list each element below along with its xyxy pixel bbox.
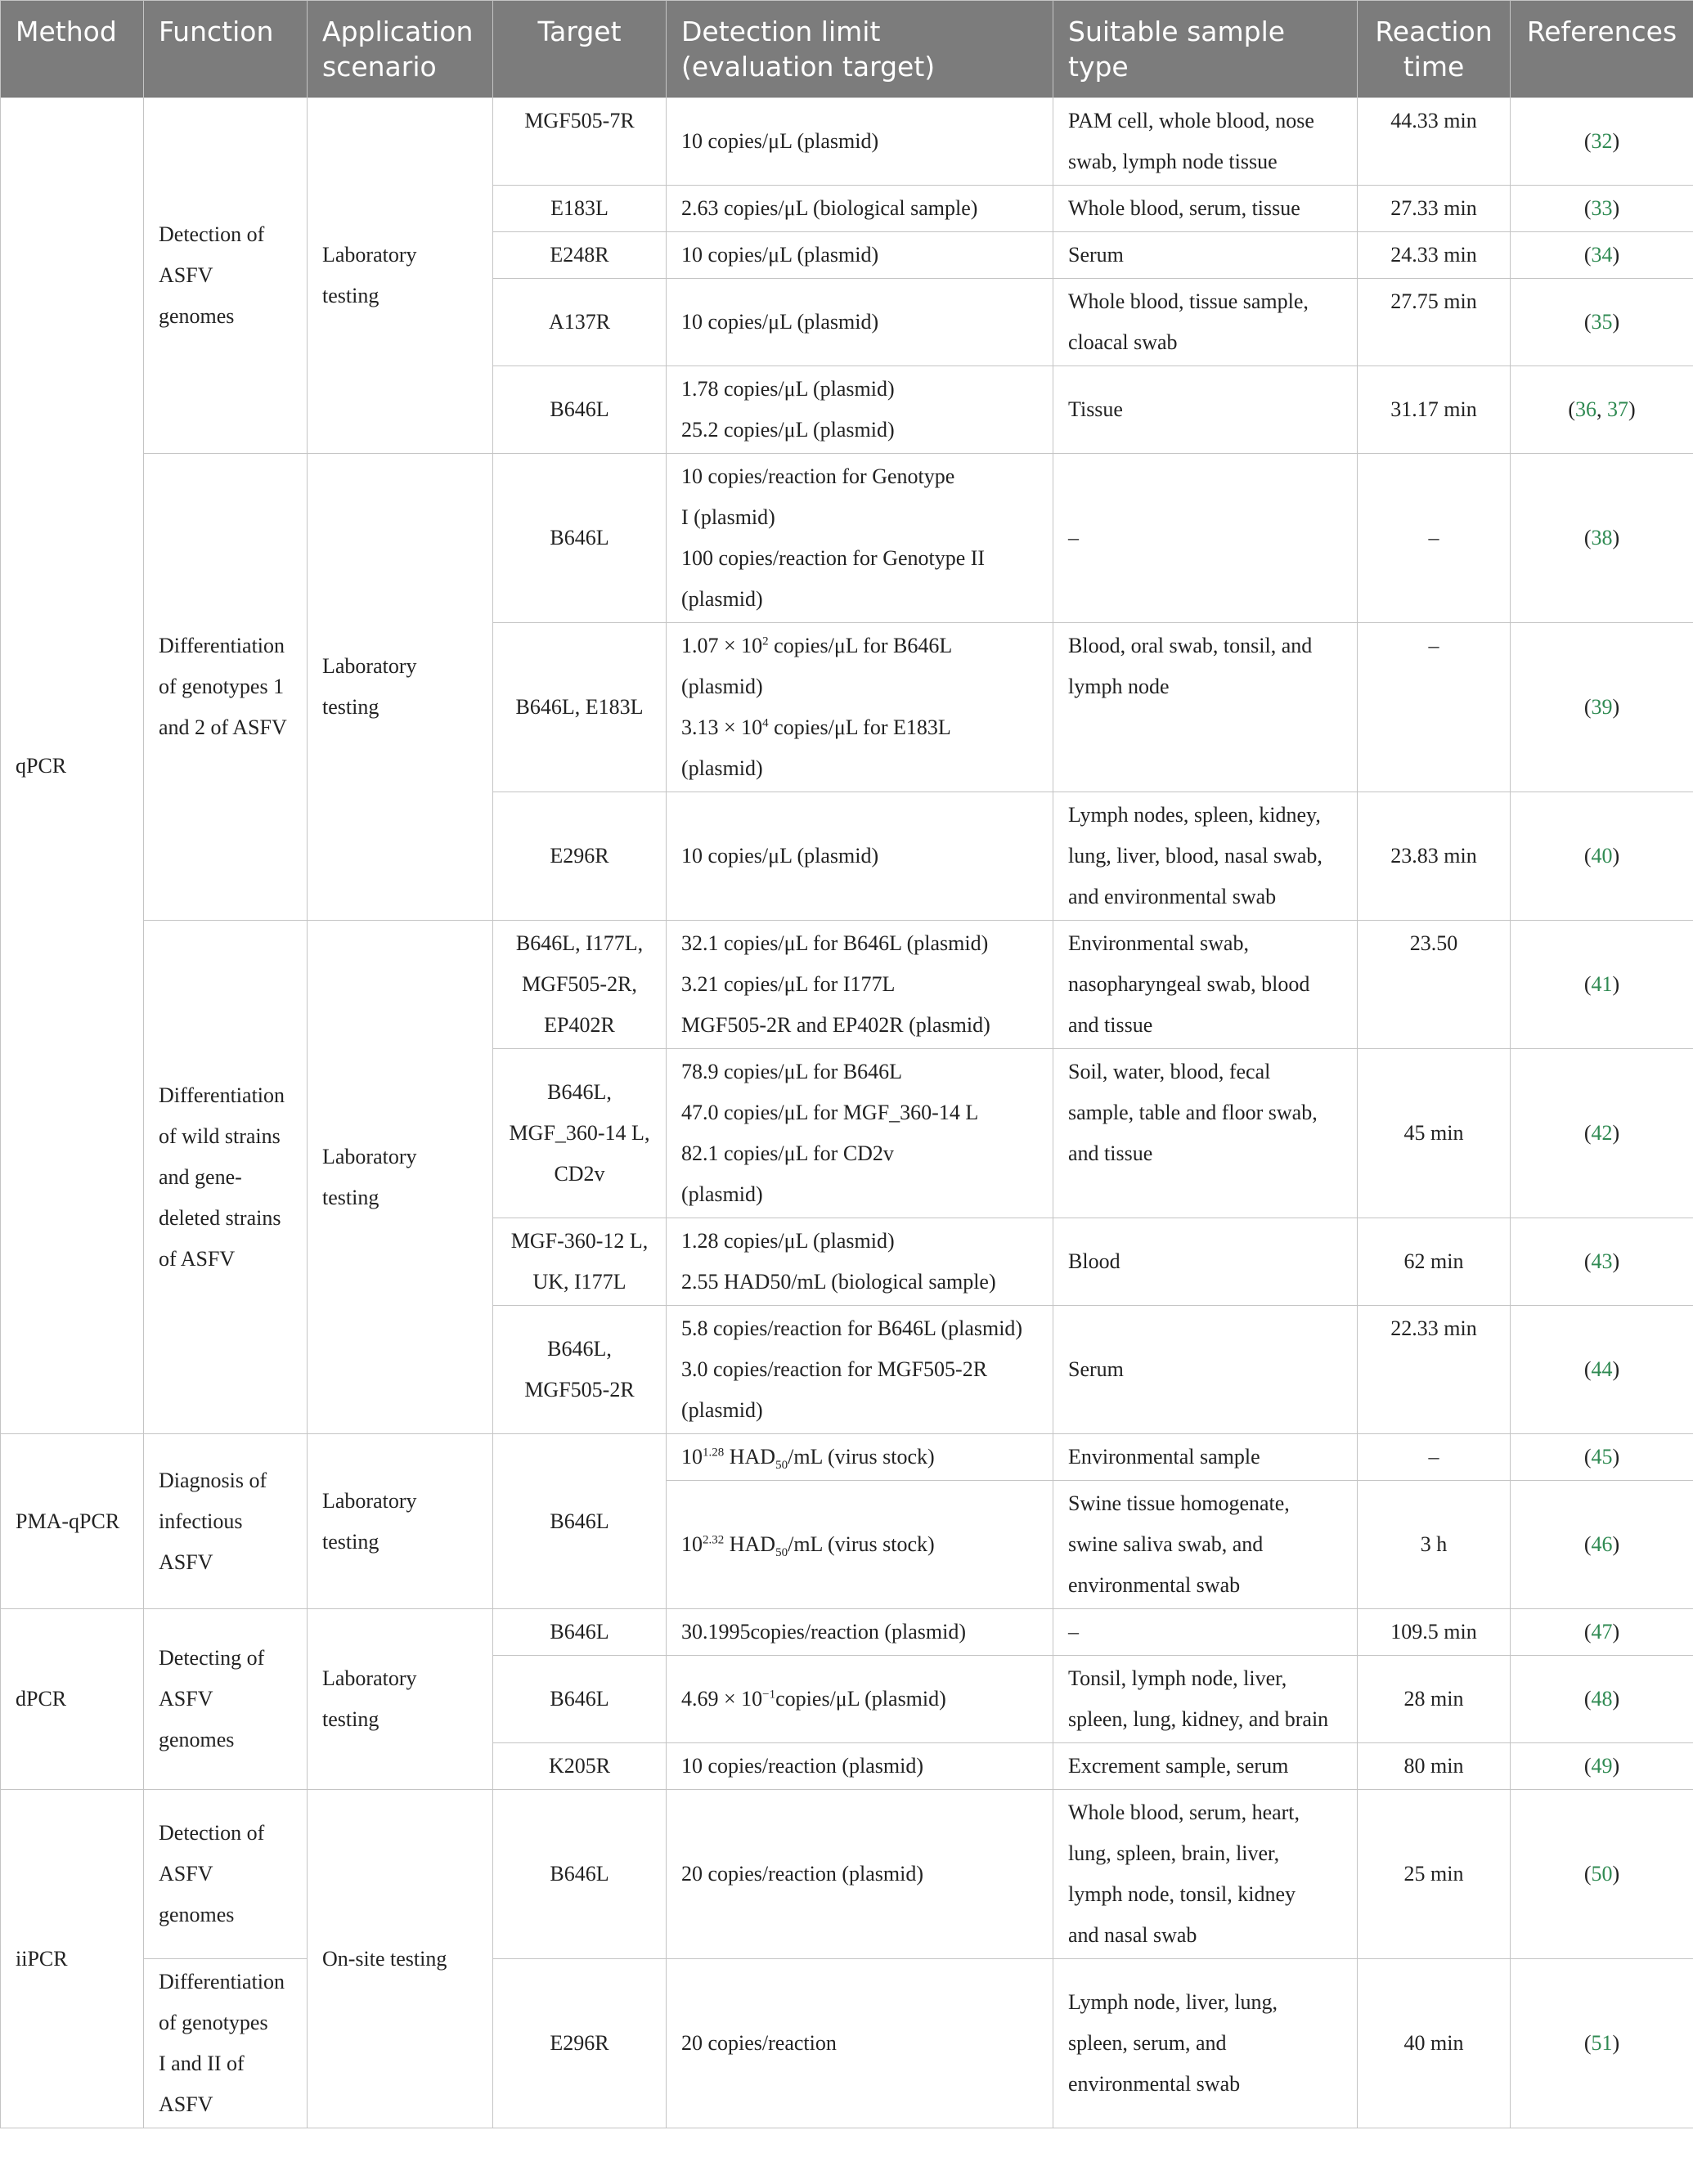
header-application-scenario: Application scenario	[308, 1, 493, 98]
scenario-cell: Laboratory testing	[308, 98, 493, 454]
sample-cell: Lymph nodes, spleen, kidney, lung, liver, blood, nasal swab, and environmental swab	[1053, 792, 1358, 921]
sample-cell: Soil, water, blood, fecal sample, table and floor swab, and tissue	[1053, 1049, 1358, 1218]
table-row	[1, 1609, 1693, 1656]
limit-cell: 10 copies/reaction for Genotype I (plasmid) 100 copies/reaction for Genotype II (plasmid)	[667, 454, 1053, 623]
reference-link[interactable]: 35	[1591, 310, 1613, 334]
reference-cell: (41)	[1511, 921, 1693, 1049]
reference-cell: (45)	[1511, 1434, 1693, 1481]
time-cell: 31.17 min	[1358, 366, 1511, 454]
reference-link[interactable]: 49	[1591, 1754, 1613, 1778]
function-cell: Differentiation of genotypes I and II of ASFV	[144, 1959, 308, 2128]
reference-link[interactable]: 34	[1591, 243, 1613, 267]
time-cell: 109.5 min	[1358, 1609, 1511, 1656]
reference-cell: (49)	[1511, 1743, 1693, 1790]
scenario-cell: Laboratory testing	[308, 1434, 493, 1609]
reference-link[interactable]: 44	[1591, 1357, 1613, 1381]
target-cell: B646L, MGF_360-14 L, CD2v	[493, 1049, 667, 1218]
sample-cell: Serum	[1053, 232, 1358, 279]
time-cell: 40 min	[1358, 1959, 1511, 2128]
limit-cell: 20 copies/reaction (plasmid)	[667, 1790, 1053, 1959]
reference-link[interactable]: 37	[1607, 397, 1628, 421]
time-cell: 3 h	[1358, 1481, 1511, 1609]
limit-cell: 78.9 copies/μL for B646L 47.0 copies/μL for MGF_360-14 L 82.1 copies/μL for CD2v (plasmid)	[667, 1049, 1053, 1218]
target-cell: B646L, I177L, MGF505-2R, EP402R	[493, 921, 667, 1049]
function-cell: Differentiation of wild strains and gene- deleted strains of ASFV	[144, 921, 308, 1434]
sample-cell: Environmental sample	[1053, 1434, 1358, 1481]
target-cell: B646L, E183L	[493, 623, 667, 792]
scenario-cell: Laboratory testing	[308, 454, 493, 921]
table-row	[1, 1434, 1693, 1481]
limit-cell: 5.8 copies/reaction for B646L (plasmid) 3.0 copies/reaction for MGF505-2R (plasmid)	[667, 1306, 1053, 1434]
time-cell: 44.33 min	[1358, 98, 1511, 186]
time-cell: 27.75 min	[1358, 279, 1511, 366]
time-cell: 62 min	[1358, 1218, 1511, 1306]
reference-link[interactable]: 51	[1591, 2031, 1613, 2055]
table-row	[1, 1959, 1693, 2128]
target-cell: B646L	[493, 1434, 667, 1609]
reference-link[interactable]: 41	[1591, 972, 1613, 996]
time-cell: 27.33 min	[1358, 186, 1511, 232]
time-cell: 22.33 min	[1358, 1306, 1511, 1434]
time-cell: 45 min	[1358, 1049, 1511, 1218]
reference-link[interactable]: 38	[1591, 526, 1613, 549]
limit-cell: 10 copies/reaction (plasmid)	[667, 1743, 1053, 1790]
sample-cell: Excrement sample, serum	[1053, 1743, 1358, 1790]
sample-cell: Tonsil, lymph node, liver, spleen, lung, kidney, and brain	[1053, 1656, 1358, 1743]
reference-link[interactable]: 36	[1575, 397, 1596, 421]
sample-cell: Serum	[1053, 1306, 1358, 1434]
time-cell: 25 min	[1358, 1790, 1511, 1959]
limit-cell: $1.07 \times 10^2$ copies/μL for B646L (plasmid) $3.13 \times 10^4$ copies/μL for E183L (plasmid)	[667, 623, 1053, 792]
reference-cell: (47)	[1511, 1609, 1693, 1656]
limit-cell: 1.28 copies/μL (plasmid) 2.55 HAD50/mL (biological sample)	[667, 1218, 1053, 1306]
reference-link[interactable]: 45	[1591, 1445, 1613, 1469]
table-row	[1, 921, 1693, 1049]
time-cell: –	[1358, 454, 1511, 623]
scenario-cell: Laboratory testing	[308, 921, 493, 1434]
time-cell: 80 min	[1358, 1743, 1511, 1790]
reference-link[interactable]: 33	[1591, 196, 1613, 220]
method-cell: iiPCR	[1, 1790, 144, 2128]
sample-cell: Whole blood, serum, heart, lung, spleen, brain, liver, lymph node, tonsil, kidney and nasal swab	[1053, 1790, 1358, 1959]
time-cell: 23.83 min	[1358, 792, 1511, 921]
reference-cell: (36, 37)	[1511, 366, 1693, 454]
scenario-cell: On-site testing	[308, 1790, 493, 2128]
sample-cell: Whole blood, serum, tissue	[1053, 186, 1358, 232]
target-cell: B646L	[493, 1609, 667, 1656]
reference-link[interactable]: 43	[1591, 1249, 1613, 1273]
sample-cell: Blood, oral swab, tonsil, and lymph node	[1053, 623, 1358, 792]
sample-cell: Blood	[1053, 1218, 1358, 1306]
function-cell: Differentiation of genotypes 1 and 2 of ASFV	[144, 454, 308, 921]
table-row	[1, 454, 1693, 623]
time-cell: 28 min	[1358, 1656, 1511, 1743]
limit-cell: 2.63 copies/μL (biological sample)	[667, 186, 1053, 232]
limit-cell: 10 copies/μL (plasmid)	[667, 279, 1053, 366]
reference-cell: (48)	[1511, 1656, 1693, 1743]
reference-cell: (35)	[1511, 279, 1693, 366]
sample-cell: Tissue	[1053, 366, 1358, 454]
limit-cell: 20 copies/reaction	[667, 1959, 1053, 2128]
reference-cell: (34)	[1511, 232, 1693, 279]
reference-cell: (33)	[1511, 186, 1693, 232]
header-references: References	[1511, 1, 1693, 98]
reference-link[interactable]: 42	[1591, 1121, 1613, 1145]
target-cell: B646L	[493, 454, 667, 623]
time-cell: –	[1358, 623, 1511, 792]
table-row	[1, 98, 1693, 186]
target-cell: B646L	[493, 366, 667, 454]
sample-cell: Lymph node, liver, lung, spleen, serum, and environmental swab	[1053, 1959, 1358, 2128]
limit-cell: $10^{1.28}$ $HAD_{50}/mL$ (virus stock)	[667, 1434, 1053, 1481]
limit-cell: 1.78 copies/μL (plasmid) 25.2 copies/μL (plasmid)	[667, 366, 1053, 454]
reference-link[interactable]: 50	[1591, 1862, 1613, 1886]
target-cell: B646L, MGF505-2R	[493, 1306, 667, 1434]
reference-link[interactable]: 32	[1591, 129, 1613, 153]
reference-cell: (44)	[1511, 1306, 1693, 1434]
target-cell: A137R	[493, 279, 667, 366]
limit-cell: 10 copies/μL (plasmid)	[667, 232, 1053, 279]
limit-cell: $4.69 \times 10^{-1}copies/\mu L$ (plasmid)	[667, 1656, 1053, 1743]
header-reaction-time: Reaction time	[1358, 1, 1511, 98]
sample-cell: Whole blood, tissue sample, cloacal swab	[1053, 279, 1358, 366]
function-cell: Detection of ASFV genomes	[144, 1790, 308, 1959]
time-cell: 24.33 min	[1358, 232, 1511, 279]
reference-link[interactable]: 47	[1591, 1620, 1613, 1644]
target-cell: E296R	[493, 792, 667, 921]
header-function: Function	[144, 1, 308, 98]
reference-link[interactable]: 46	[1591, 1532, 1613, 1556]
function-cell: Diagnosis of infectious ASFV	[144, 1434, 308, 1609]
function-cell: Detecting of ASFV genomes	[144, 1609, 308, 1790]
limit-cell: $10^{2.32}$ $HAD_{50}/mL$ (virus stock)	[667, 1481, 1053, 1609]
sample-cell: Environmental swab, nasopharyngeal swab, blood and tissue	[1053, 921, 1358, 1049]
sample-cell: Swine tissue homogenate, swine saliva swab, and environmental swab	[1053, 1481, 1358, 1609]
time-cell: 23.50	[1358, 921, 1511, 1049]
header-target: Target	[493, 1, 667, 98]
header-detection-limit: Detection limit (evaluation target)	[667, 1, 1053, 98]
limit-cell: 32.1 copies/μL for B646L (plasmid) 3.21 copies/μL for I177L MGF505-2R and EP402R (plasmid)	[667, 921, 1053, 1049]
reference-cell: (43)	[1511, 1218, 1693, 1306]
reference-link[interactable]: 39	[1591, 695, 1613, 719]
reference-cell: (38)	[1511, 454, 1693, 623]
reference-cell: (51)	[1511, 1959, 1693, 2128]
target-cell: E248R	[493, 232, 667, 279]
reference-cell: (39)	[1511, 623, 1693, 792]
time-cell: –	[1358, 1434, 1511, 1481]
target-cell: B646L	[493, 1790, 667, 1959]
header-sample-type: Suitable sample type	[1053, 1, 1358, 98]
limit-cell: 30.1995copies/reaction (plasmid)	[667, 1609, 1053, 1656]
function-cell: Detection of ASFV genomes	[144, 98, 308, 454]
reference-cell: (32)	[1511, 98, 1693, 186]
target-cell: E183L	[493, 186, 667, 232]
sample-cell: –	[1053, 454, 1358, 623]
method-cell: qPCR	[1, 98, 144, 1434]
target-cell: MGF505-7R	[493, 98, 667, 186]
reference-link[interactable]: 40	[1591, 844, 1613, 868]
sample-cell: –	[1053, 1609, 1358, 1656]
table-row	[1, 1790, 1693, 1959]
reference-cell: (46)	[1511, 1481, 1693, 1609]
header-row	[1, 1, 1693, 98]
sample-cell: PAM cell, whole blood, nose swab, lymph node tissue	[1053, 98, 1358, 186]
target-cell: MGF-360-12 L, UK, I177L	[493, 1218, 667, 1306]
header-method: Method	[1, 1, 144, 98]
reference-link[interactable]: 48	[1591, 1687, 1613, 1711]
scenario-cell: Laboratory testing	[308, 1609, 493, 1790]
method-cell: dPCR	[1, 1609, 144, 1790]
reference-cell: (50)	[1511, 1790, 1693, 1959]
limit-cell: 10 copies/μL (plasmid)	[667, 792, 1053, 921]
limit-cell: 10 copies/μL (plasmid)	[667, 98, 1053, 186]
target-cell: B646L	[493, 1656, 667, 1743]
target-cell: K205R	[493, 1743, 667, 1790]
method-cell: PMA-qPCR	[1, 1434, 144, 1609]
reference-cell: (40)	[1511, 792, 1693, 921]
reference-cell: (42)	[1511, 1049, 1693, 1218]
target-cell: E296R	[493, 1959, 667, 2128]
